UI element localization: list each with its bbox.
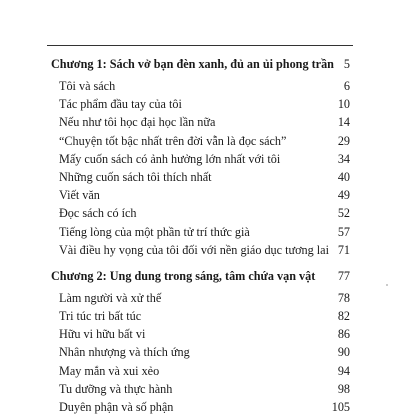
toc-entry — [59, 307, 350, 325]
chapter-heading — [51, 56, 350, 73]
chapter-title: Chương 1: Sách vở bạn đèn xanh, đủ an ủi phong trần — [51, 57, 334, 71]
entry-title: Tôi và sách — [59, 79, 116, 93]
toc-entry — [59, 186, 350, 204]
entry-title: Viết văn — [59, 188, 100, 203]
top-rule — [47, 45, 353, 46]
entry-page-number: 98 — [337, 381, 350, 396]
entry-title: Duyên phận và số phận — [59, 400, 174, 414]
toc-entry — [59, 289, 350, 307]
entry-title: Mấy cuốn sách có ảnh hưởng lớn nhất với tôi — [59, 151, 281, 166]
chapter-entries — [59, 77, 350, 259]
entry-page-number: 52 — [337, 206, 350, 221]
toc-entry — [59, 150, 350, 168]
table-of-contents — [51, 56, 350, 416]
toc-entry — [59, 95, 350, 113]
entry-title: Nhân nhượng và thích ứng — [59, 345, 190, 360]
chapter-page-number: 77 — [337, 268, 350, 283]
entry-title: Làm người và xử thế — [59, 290, 162, 305]
toc-entry — [59, 343, 350, 361]
toc-entry — [59, 132, 350, 150]
toc-entry — [59, 398, 350, 416]
paper-speck — [386, 284, 388, 286]
entry-page-number: 6 — [343, 79, 350, 93]
entry-title: Tri túc tri bất túc — [59, 309, 142, 324]
toc-entry — [59, 113, 350, 131]
entry-title: Tiếng lòng của một phần tử trí thức già — [59, 224, 250, 239]
entry-page-number: 34 — [337, 151, 350, 166]
chapter-entries — [59, 289, 350, 416]
entry-title: Nếu như tôi học đại học lần nữa — [59, 115, 216, 130]
entry-title: Tác phẩm đầu tay của tôi — [59, 97, 182, 112]
toc-entry — [59, 77, 350, 95]
entry-title: Vài điều hy vọng của tôi đối với nền giáo dục tương lai — [59, 242, 329, 257]
entry-page-number: 10 — [337, 97, 350, 112]
chapter-page-number: 5 — [343, 57, 350, 71]
entry-page-number: 90 — [337, 345, 350, 360]
entry-title: Tu dưỡng và thực hành — [59, 381, 173, 396]
chapter-heading — [51, 268, 350, 285]
entry-page-number: 78 — [337, 290, 350, 305]
toc-entry — [59, 241, 350, 259]
entry-page-number: 29 — [337, 133, 350, 148]
entry-page-number: 86 — [337, 327, 350, 342]
entry-page-number: 40 — [337, 169, 350, 184]
toc-entry — [59, 325, 350, 343]
toc-entry — [59, 223, 350, 241]
toc-entry — [59, 204, 350, 222]
entry-page-number: 82 — [337, 309, 350, 324]
entry-title: Những cuốn sách tôi thích nhất — [59, 169, 212, 184]
entry-page-number: 105 — [331, 400, 350, 414]
entry-page-number: 49 — [337, 188, 350, 203]
entry-title: Đọc sách có ích — [59, 206, 137, 221]
entry-page-number: 14 — [337, 115, 350, 130]
entry-title: May mắn và xui xẻo — [59, 363, 160, 378]
entry-title: “Chuyện tốt bậc nhất trên đời vẫn là đọc sách” — [59, 133, 287, 148]
entry-title: Hữu vi hữu bất vi — [59, 327, 146, 342]
toc-entry — [59, 168, 350, 186]
entry-page-number: 57 — [337, 224, 350, 239]
entry-page-number: 71 — [337, 242, 350, 257]
chapter-title: Chương 2: Ung dung trong sáng, tâm chứa vạn vật — [51, 268, 316, 283]
toc-entry — [59, 362, 350, 380]
entry-page-number: 94 — [337, 363, 350, 378]
toc-entry — [59, 380, 350, 398]
